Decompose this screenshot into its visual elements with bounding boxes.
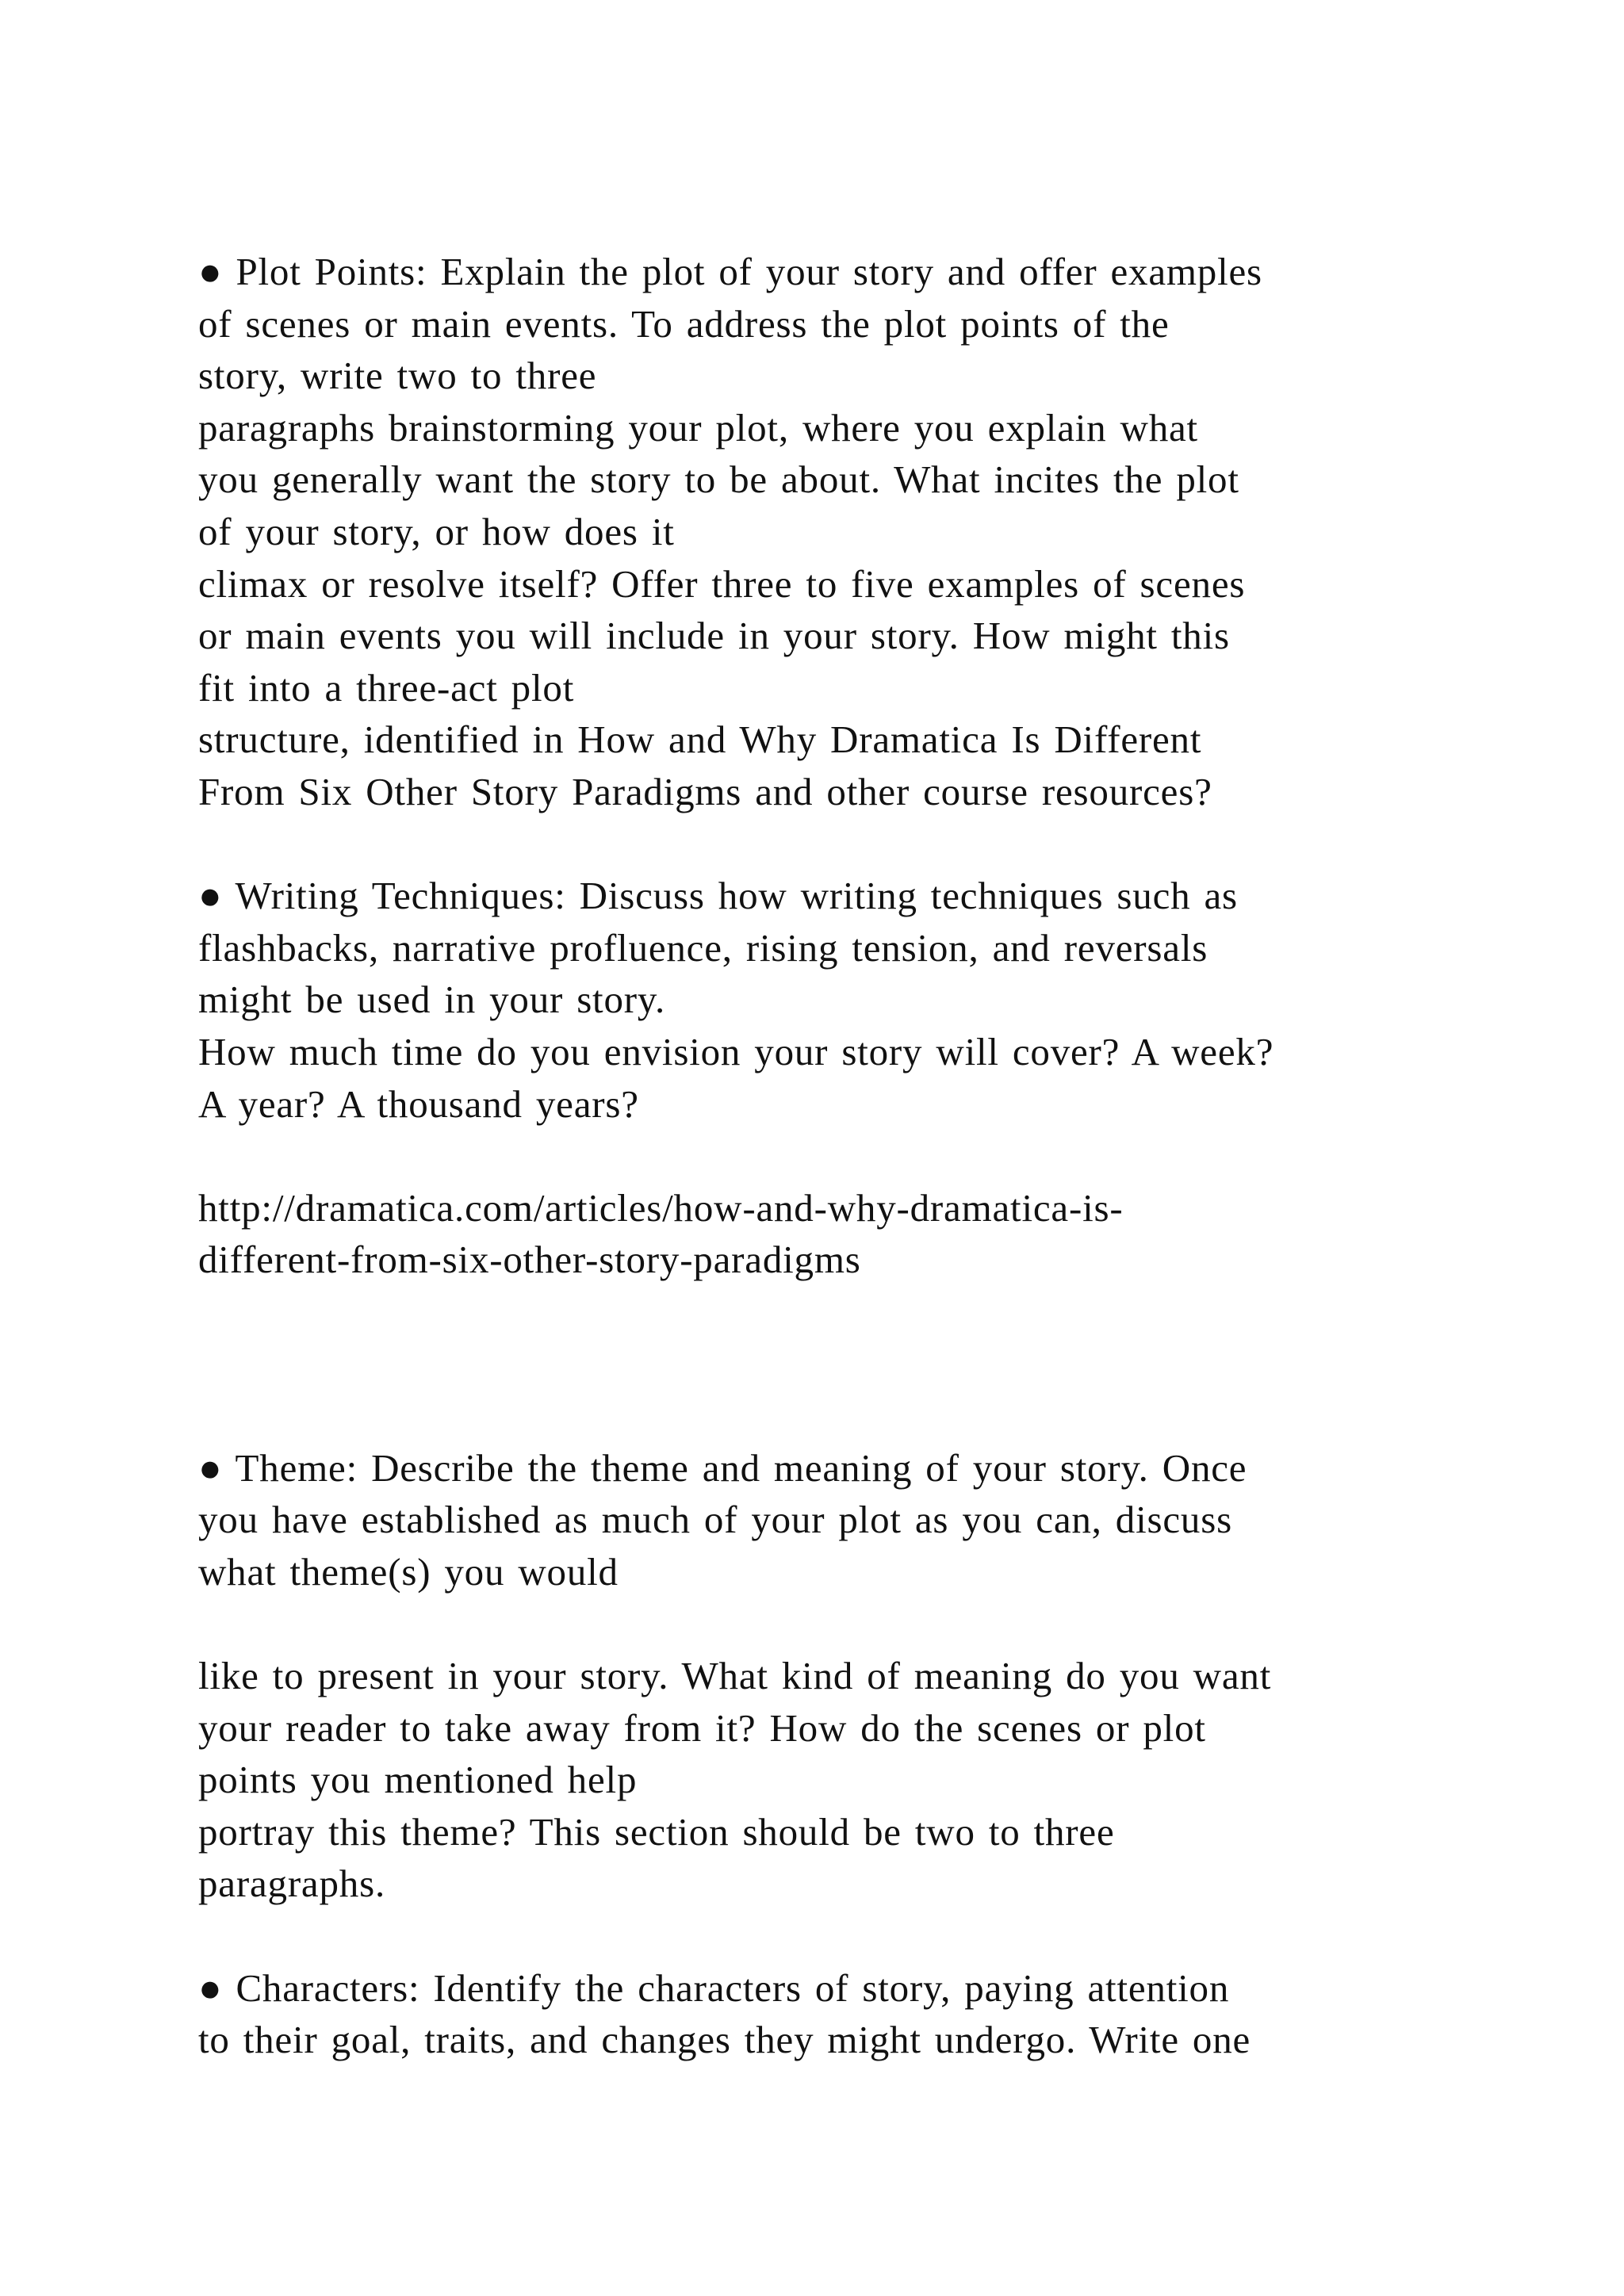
text-line: climax or resolve itself? Offer three to five examples of scenes — [198, 561, 1246, 606]
text-line: what theme(s) you would — [198, 1549, 619, 1594]
blank-line — [198, 1286, 1467, 1338]
text-line: story, write two to three — [198, 354, 597, 398]
blank-line — [198, 1130, 1467, 1182]
text-line: paragraphs. — [198, 1862, 385, 1906]
text-line: of your story, or how does it — [198, 509, 675, 553]
url-text-line: http://dramatica.com/articles/how-and-why-dramatica-is- — [198, 1185, 1124, 1230]
text-line: ● Plot Points: Explain the plot of your story and offer examples — [198, 250, 1262, 293]
text-line: ● Characters: Identify the characters of story, paying attention — [198, 1965, 1230, 2010]
url-text-line: different-from-six-other-story-paradigms — [198, 1238, 861, 1282]
text-line: fit into a three-act plot — [198, 665, 575, 710]
text-line: might be used in your story. — [198, 978, 666, 1022]
text-line: your reader to take away from it? How do the scenes or plot — [198, 1705, 1206, 1750]
text-line: points you mentioned help — [198, 1758, 638, 1802]
blank-line — [198, 1390, 1467, 1442]
blank-line — [198, 1337, 1467, 1390]
document-page — [198, 246, 1467, 2066]
text-line: portray this theme? This section should be two to three — [198, 1809, 1115, 1854]
text-line: or main events you will include in your story. How might this — [198, 614, 1230, 658]
blank-line — [198, 1910, 1467, 1962]
text-line: paragraphs brainstorming your plot, where you explain what — [198, 405, 1198, 450]
text-line: flashbacks, narrative profluence, rising tension, and reversals — [198, 925, 1208, 970]
text-line: structure, identified in How and Why Dramatica Is Different — [198, 718, 1202, 762]
text-line: you generally want the story to be about. What incites the plot — [198, 457, 1239, 502]
text-line: to their goal, traits, and changes they might undergo. Write one — [198, 2018, 1251, 2062]
blank-line — [198, 818, 1467, 871]
text-line: How much time do you envision your story will cover? A week? — [198, 1029, 1274, 1073]
text-line: you have established as much of your plot as you can, discuss — [198, 1498, 1232, 1542]
text-line: A year? A thousand years? — [198, 1081, 639, 1126]
text-line: ● Theme: Describe the theme and meaning of your story. Once — [198, 1445, 1247, 1490]
blank-line — [198, 1598, 1467, 1650]
text-line: From Six Other Story Paradigms and other course resources? — [198, 769, 1212, 813]
text-line: like to present in your story. What kind of meaning do you want — [198, 1654, 1272, 1698]
text-line: ● Writing Techniques: Discuss how writing techniques such as — [198, 874, 1238, 918]
text-line: of scenes or main events. To address the plot points of the — [198, 301, 1170, 346]
